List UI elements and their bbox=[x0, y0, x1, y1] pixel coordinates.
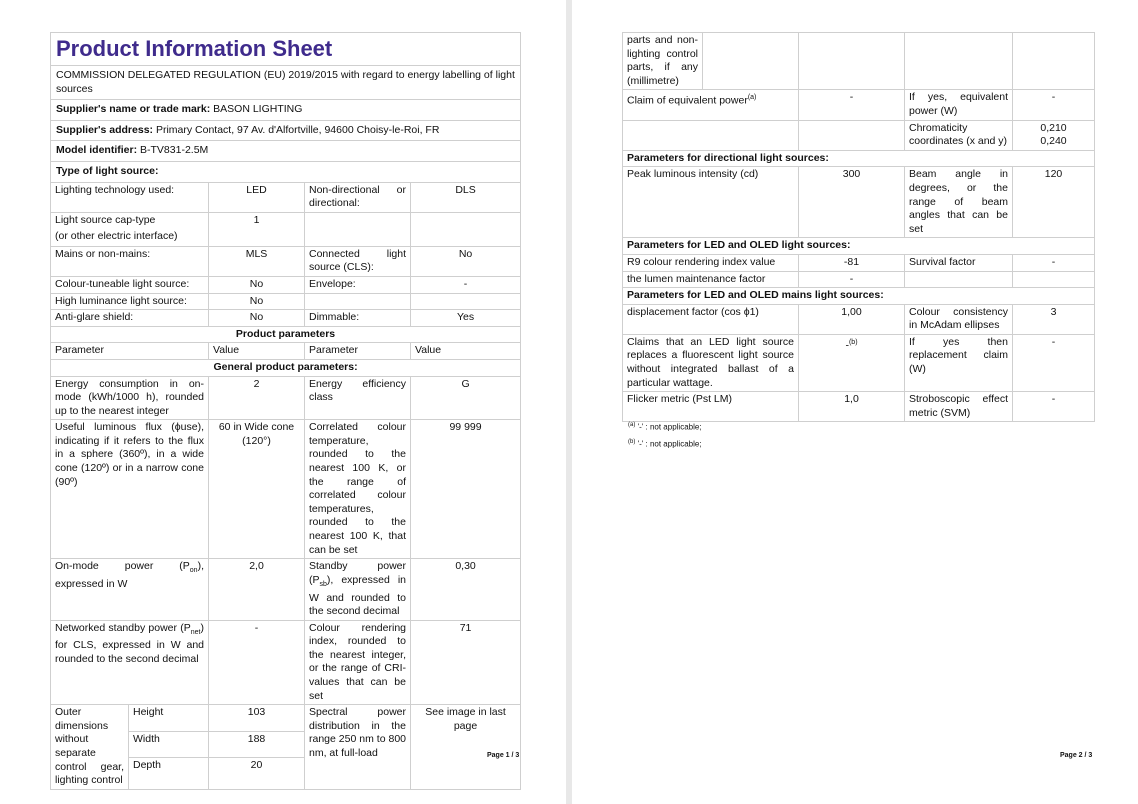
empty-cell bbox=[1013, 33, 1095, 90]
energy-consumption-label: Energy consumption in on-mode (kWh/1000 h), rounded up to the nearest integer bbox=[51, 376, 209, 420]
on-mode-power-text: On-mode power (P bbox=[55, 560, 190, 573]
led-replacement-claim-label: Claims that an LED light source replaces a fluorescent light source without integrated ballast of a particular wattage. bbox=[623, 334, 799, 391]
cls-value: No bbox=[411, 246, 521, 276]
footnote-b-mark: (b) bbox=[628, 439, 636, 445]
networked-standby-subscript: net bbox=[190, 628, 201, 636]
footnote-a-mark: (a) bbox=[628, 422, 636, 428]
standby-power-value: 0,30 bbox=[411, 559, 521, 620]
footnote-a bbox=[628, 420, 702, 433]
dimmable-value: Yes bbox=[411, 310, 521, 327]
outer-dimensions-continued-label: parts and non-lighting control parts, if any (millimetre) bbox=[623, 33, 703, 90]
colour-tuneable-label: Colour-tuneable light source: bbox=[51, 276, 209, 293]
empty-cell bbox=[703, 33, 799, 90]
luminous-flux-value: 60 in Wide cone (120°) bbox=[209, 420, 305, 559]
colour-consistency-value: 3 bbox=[1013, 304, 1095, 334]
supplier-address-value: Primary Contact, 97 Av. d'Alfortville, 94600 Choisy-le-Roi, FR bbox=[155, 123, 440, 136]
page-1 bbox=[0, 0, 566, 804]
model-identifier-value: B-TV831-2.5M bbox=[140, 144, 209, 157]
empty-cell bbox=[411, 293, 521, 310]
networked-standby-value: - bbox=[209, 620, 305, 705]
peak-intensity-label: Peak luminous intensity (cd) bbox=[623, 167, 799, 238]
mains-label: Mains or non-mains: bbox=[51, 246, 209, 276]
empty-cell bbox=[799, 33, 905, 90]
networked-standby-label bbox=[51, 620, 209, 705]
colour-temperature-label: Correlated colour temperature, rounded to the nearest 100 K, or the range of correlated colour temperatures, rounded to the nearest 100 K, that can be set bbox=[305, 420, 411, 559]
replacement-claim-value: - bbox=[1013, 334, 1095, 391]
stroboscopic-value: - bbox=[1013, 392, 1095, 422]
cap-type-label-line2: (or other electric interface) bbox=[55, 230, 178, 243]
colour-temperature-value: 99 999 bbox=[411, 420, 521, 559]
page-number-2: Page 2 / 3 bbox=[1060, 752, 1093, 759]
high-luminance-label: High luminance light source: bbox=[51, 293, 209, 310]
column-header-parameter: Parameter bbox=[51, 343, 209, 360]
equivalent-power-claim-label bbox=[623, 90, 799, 120]
displacement-factor-value: 1,00 bbox=[799, 304, 905, 334]
networked-standby-text-end: ) for CLS, expressed in W and rounded to the second decimal bbox=[55, 621, 204, 665]
on-mode-power-value: 2,0 bbox=[209, 559, 305, 620]
envelope-value: - bbox=[411, 276, 521, 293]
empty-cell bbox=[799, 120, 905, 150]
led-replacement-claim-value bbox=[799, 334, 905, 391]
replacement-claim-label: If yes then replacement claim (W) bbox=[905, 334, 1013, 391]
flicker-metric-value: 1,0 bbox=[799, 392, 905, 422]
mains-value: MLS bbox=[209, 246, 305, 276]
colour-tuneable-value: No bbox=[209, 276, 305, 293]
on-mode-power-subscript: on bbox=[189, 567, 198, 575]
outer-dimensions-label: Outer dimensions without separate control gear, lighting control bbox=[51, 705, 129, 790]
energy-consumption-value: 2 bbox=[209, 376, 305, 420]
height-value: 103 bbox=[209, 705, 305, 731]
lumen-maintenance-label: the lumen maintenance factor bbox=[623, 271, 799, 288]
on-mode-power-label bbox=[51, 559, 209, 620]
equivalent-power-value: - bbox=[1013, 90, 1095, 120]
regulation-text: COMMISSION DELEGATED REGULATION (EU) 2019/2015 with regard to energy labelling of light sources bbox=[51, 66, 521, 100]
colour-consistency-label: Colour consistency in McAdam ellipses bbox=[905, 304, 1013, 334]
lighting-technology-value: LED bbox=[209, 182, 305, 212]
cls-label: Connected light source (CLS): bbox=[305, 246, 411, 276]
chromaticity-label: Chromaticity coordinates (x and y) bbox=[905, 120, 1013, 150]
page-2 bbox=[572, 0, 1138, 804]
supplier-name-row bbox=[51, 100, 521, 121]
cap-type-value: 1 bbox=[209, 212, 305, 246]
beam-angle-value: 120 bbox=[1013, 167, 1095, 238]
standby-power-text: Standby power (P bbox=[309, 560, 406, 586]
footnote-a-text: '-' : not applicable; bbox=[637, 422, 702, 432]
beam-angle-label: Beam angle in degrees, or the range of beam angles that can be set bbox=[905, 167, 1013, 238]
anti-glare-value: No bbox=[209, 310, 305, 327]
stroboscopic-label: Stroboscopic effect metric (SVM) bbox=[905, 392, 1013, 422]
dimmable-label: Dimmable: bbox=[305, 310, 411, 327]
column-header-value: Value bbox=[411, 343, 521, 360]
column-header-value: Value bbox=[209, 343, 305, 360]
equivalent-power-claim-value: - bbox=[799, 90, 905, 120]
empty-cell bbox=[411, 212, 521, 246]
on-mode-power-text-end: ), expressed in W bbox=[55, 560, 204, 590]
footnote-b-text: '-' : not applicable; bbox=[637, 439, 702, 449]
standby-power-label bbox=[305, 559, 411, 620]
equivalent-power-claim-text: Claim of equivalent power bbox=[627, 94, 748, 107]
spectral-distribution-value: See image in last page bbox=[411, 705, 521, 790]
flicker-metric-label: Flicker metric (Pst LM) bbox=[623, 392, 799, 422]
spectral-distribution-label: Spectral power distribution in the range 250 nm to 800 nm, at full-load bbox=[305, 705, 411, 790]
model-identifier-row bbox=[51, 141, 521, 162]
depth-label: Depth bbox=[129, 757, 209, 789]
empty-cell bbox=[905, 33, 1013, 90]
energy-efficiency-label: Energy efficiency class bbox=[305, 376, 411, 420]
product-parameters-heading: Product parameters bbox=[51, 326, 521, 343]
survival-factor-label: Survival factor bbox=[905, 254, 1013, 271]
supplier-address-row bbox=[51, 120, 521, 141]
colour-rendering-value: 71 bbox=[411, 620, 521, 705]
mains-parameters-heading: Parameters for LED and OLED mains light sources: bbox=[623, 288, 1095, 305]
standby-power-subscript: sb bbox=[319, 580, 327, 588]
empty-cell bbox=[623, 120, 799, 150]
chromaticity-y: 0,240 bbox=[1040, 135, 1067, 148]
model-identifier-label: Model identifier: bbox=[56, 144, 138, 157]
energy-efficiency-value: G bbox=[411, 376, 521, 420]
displacement-factor-label: displacement factor (cos ϕ1) bbox=[623, 304, 799, 334]
height-label: Height bbox=[129, 705, 209, 731]
standby-power-text-end: ), expressed in W and rounded to the second decimal bbox=[309, 573, 406, 618]
luminous-flux-label: Useful luminous flux (ϕuse), indicating if it refers to the flux in a sphere (360º), in a wide cone (120º) or in a narrow cone (90º) bbox=[51, 420, 209, 559]
peak-intensity-value: 300 bbox=[799, 167, 905, 238]
directional-value: DLS bbox=[411, 182, 521, 212]
lighting-technology-label: Lighting technology used: bbox=[51, 182, 209, 212]
supplier-name-value: BASON LIGHTING bbox=[213, 103, 303, 116]
r9-index-value: -81 bbox=[799, 254, 905, 271]
led-replacement-claim-dash: - bbox=[845, 339, 849, 352]
anti-glare-label: Anti-glare shield: bbox=[51, 310, 209, 327]
column-header-parameter: Parameter bbox=[305, 343, 411, 360]
empty-cell bbox=[305, 293, 411, 310]
chromaticity-x: 0,210 bbox=[1040, 121, 1067, 134]
supplier-address-label: Supplier's address: bbox=[56, 123, 154, 136]
colour-rendering-label: Colour rendering index, rounded to the nearest integer, or the range of CRI-values that can be set bbox=[305, 620, 411, 705]
empty-cell bbox=[905, 271, 1013, 288]
survival-factor-value: - bbox=[1013, 254, 1095, 271]
cap-type-label bbox=[51, 212, 209, 246]
networked-standby-text: Networked standby power (P bbox=[55, 621, 191, 634]
footnote-a-reference: (a) bbox=[747, 94, 757, 102]
footnote-b bbox=[628, 437, 702, 450]
high-luminance-value: No bbox=[209, 293, 305, 310]
empty-cell bbox=[305, 212, 411, 246]
cap-type-label-line1: Light source cap-type bbox=[55, 213, 156, 226]
led-parameters-heading: Parameters for LED and OLED light sources: bbox=[623, 238, 1095, 255]
envelope-label: Envelope: bbox=[305, 276, 411, 293]
width-label: Width bbox=[129, 731, 209, 757]
depth-value: 20 bbox=[209, 757, 305, 789]
page-number-1: Page 1 / 3 bbox=[487, 752, 520, 759]
type-of-light-source-heading: Type of light source: bbox=[51, 161, 521, 182]
product-info-table-page-2 bbox=[622, 32, 1095, 422]
footnote-b-reference: (b) bbox=[848, 338, 858, 346]
empty-cell bbox=[1013, 271, 1095, 288]
lumen-maintenance-value: - bbox=[799, 271, 905, 288]
r9-index-label: R9 colour rendering index value bbox=[623, 254, 799, 271]
width-value: 188 bbox=[209, 731, 305, 757]
directional-parameters-heading: Parameters for directional light sources: bbox=[623, 150, 1095, 167]
equivalent-power-label: If yes, equivalent power (W) bbox=[905, 90, 1013, 120]
directional-label: Non-directional or directional: bbox=[305, 182, 411, 212]
supplier-name-label: Supplier's name or trade mark: bbox=[56, 103, 211, 116]
chromaticity-value bbox=[1013, 120, 1095, 150]
product-info-table-page-1 bbox=[50, 32, 521, 790]
general-parameters-heading: General product parameters: bbox=[51, 359, 521, 376]
sheet-title: Product Information Sheet bbox=[51, 33, 521, 66]
